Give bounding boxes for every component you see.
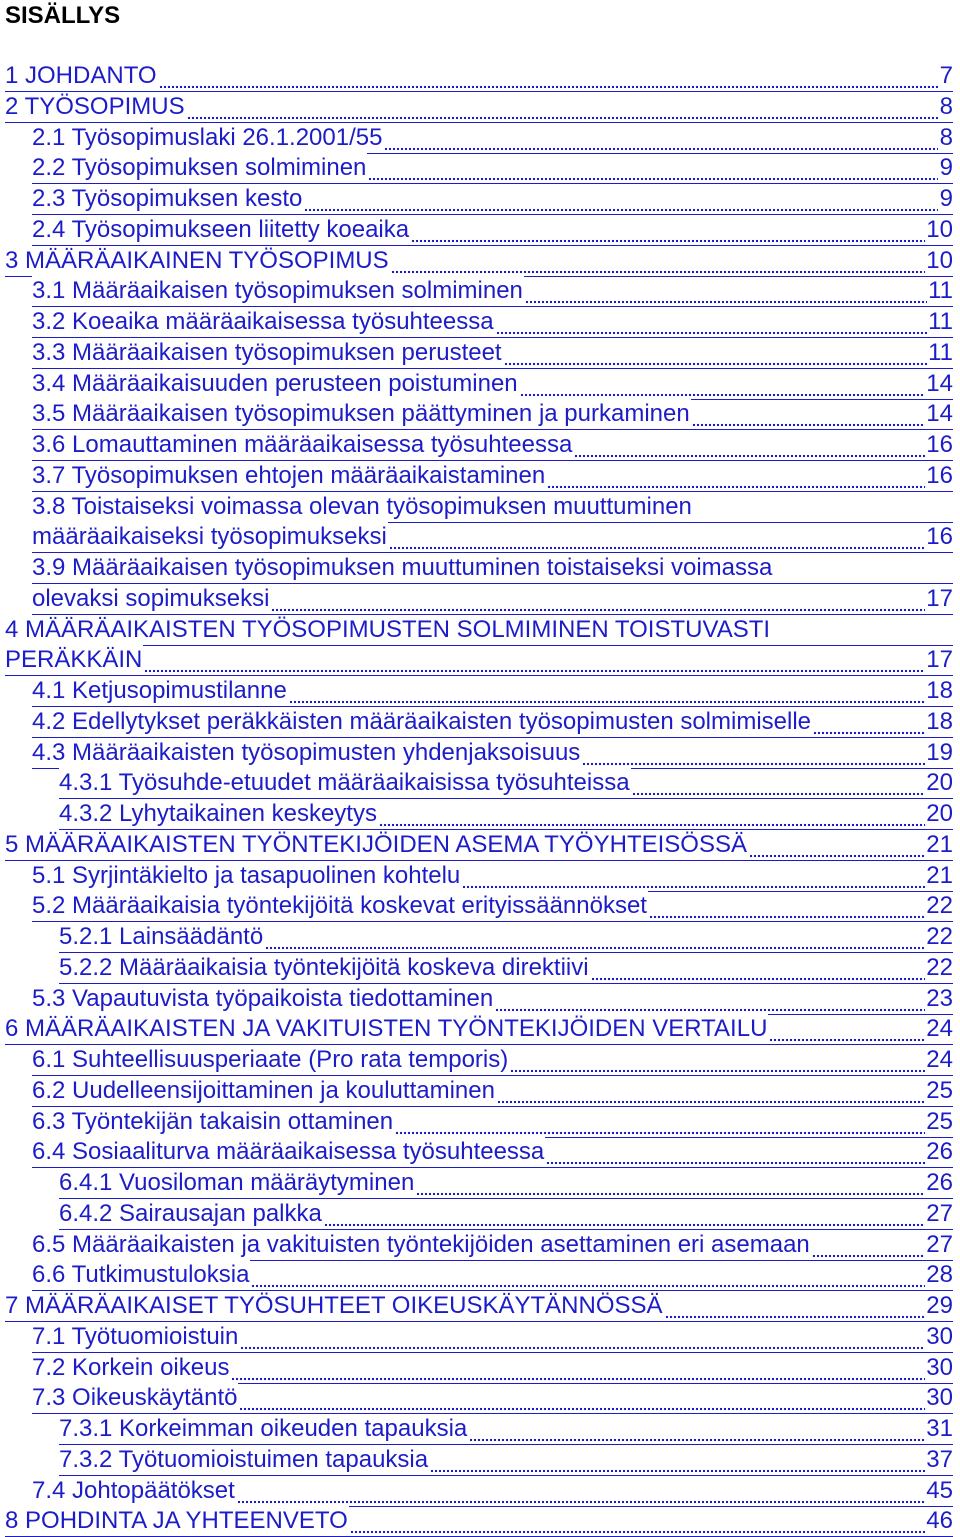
toc-entry-label: 2.1 Työsopimuslaki 26.1.2001/55 xyxy=(32,123,383,151)
toc-entry-link[interactable] xyxy=(5,246,953,277)
toc-entry[interactable] xyxy=(0,645,960,676)
toc-entry-link[interactable] xyxy=(32,522,953,553)
toc-entry[interactable] xyxy=(0,615,960,646)
toc-entry-link[interactable] xyxy=(32,1045,953,1076)
toc-entry-label: 3.5 Määräaikaisen työsopimuksen päättyminen ja purkaminen xyxy=(32,400,690,428)
toc-entry-label: 3.6 Lomauttaminen määräaikaisessa työsuhteessa xyxy=(32,431,573,458)
toc-entry-page-number: 27 xyxy=(926,1199,953,1227)
toc-entry[interactable] xyxy=(0,276,960,307)
toc-entry-link[interactable] xyxy=(32,153,953,184)
toc-entry[interactable] xyxy=(0,1322,960,1353)
toc-entry-page-number: 8 xyxy=(939,92,953,120)
toc-entry[interactable] xyxy=(0,1230,960,1261)
toc-entry-page-number: 25 xyxy=(926,1107,953,1135)
toc-entry-link[interactable] xyxy=(32,1260,953,1291)
toc-entry[interactable] xyxy=(0,492,960,523)
toc-entry-label: 6.6 Tutkimustuloksia xyxy=(32,1261,250,1289)
toc-entry-link[interactable] xyxy=(32,215,953,246)
toc-dot-leader xyxy=(496,315,927,337)
toc-entry-label: 2.4 Työsopimukseen liitetty koeaika xyxy=(32,215,410,243)
toc-entry-link[interactable] xyxy=(5,1506,953,1537)
toc-dot-leader xyxy=(769,1022,925,1044)
toc-dot-leader xyxy=(582,746,925,768)
toc-entry-page-number: 21 xyxy=(926,861,953,889)
toc-dot-leader xyxy=(384,131,938,153)
toc-entry-link[interactable] xyxy=(59,768,953,799)
toc-entry[interactable] xyxy=(0,584,960,615)
toc-entry-page-number: 25 xyxy=(926,1076,953,1104)
toc-entry[interactable] xyxy=(0,246,960,277)
toc-entry-page-number: 17 xyxy=(926,646,953,674)
toc-entry-page-number: 18 xyxy=(926,677,953,704)
toc-entry[interactable] xyxy=(0,1291,960,1322)
toc-entry-page-number: 26 xyxy=(926,1138,953,1166)
toc-entry[interactable] xyxy=(0,522,960,553)
toc-entry-link[interactable] xyxy=(32,1476,953,1507)
toc-entry-link[interactable] xyxy=(59,1414,953,1445)
toc-dot-leader xyxy=(265,930,925,952)
toc-entry-label: 3.1 Määräaikaisen työsopimuksen solmiminen xyxy=(32,277,523,305)
toc-entry[interactable] xyxy=(0,1383,960,1414)
toc-entry-page-number: 11 xyxy=(928,277,953,305)
toc-entry-page-number: 10 xyxy=(926,246,953,274)
toc-entry-page-number: 11 xyxy=(928,308,953,335)
toc-entry-page-number: 24 xyxy=(926,1046,953,1073)
toc-entry-page-number: 30 xyxy=(926,1322,953,1350)
toc-entry-page-number: 29 xyxy=(926,1292,953,1319)
toc-entry[interactable] xyxy=(0,1137,960,1168)
toc-entry[interactable] xyxy=(0,461,960,492)
toc-entry[interactable] xyxy=(0,1445,960,1476)
toc-dot-leader xyxy=(665,1299,926,1321)
toc-dot-leader xyxy=(574,438,925,460)
toc-entry-page-number: 18 xyxy=(926,707,953,735)
toc-entry-label: 7.4 Johtopäätökset xyxy=(32,1476,235,1504)
toc-entry-page-number: 16 xyxy=(926,523,953,551)
toc-entry[interactable] xyxy=(0,768,960,799)
toc-entry-page-number: 19 xyxy=(926,738,953,766)
toc-entry[interactable] xyxy=(0,369,960,400)
toc-entry-label: 1 JOHDANTO xyxy=(5,62,157,89)
toc-entry-page-number: 24 xyxy=(926,1015,953,1043)
toc-entry-link[interactable] xyxy=(59,1199,953,1230)
toc-dot-leader xyxy=(495,992,925,1014)
toc-entry[interactable] xyxy=(0,61,960,92)
toc-entry[interactable] xyxy=(0,738,960,769)
toc-entry-page-number: 22 xyxy=(926,953,953,981)
toc-entry[interactable] xyxy=(0,399,960,430)
toc-entry-page-number: 23 xyxy=(926,984,953,1012)
toc-heading: SISÄLLYS xyxy=(5,2,121,29)
toc-entry-link[interactable] xyxy=(32,1107,953,1138)
toc-entry-page-number: 14 xyxy=(926,369,953,397)
toc-entry[interactable] xyxy=(0,891,960,922)
toc-entry-link[interactable] xyxy=(32,307,953,338)
toc-dot-leader xyxy=(749,838,925,860)
toc-entry[interactable] xyxy=(0,1199,960,1230)
toc-entry-label: 3.3 Määräaikaisen työsopimuksen perusteet xyxy=(32,338,502,366)
toc-entry[interactable] xyxy=(0,676,960,707)
toc-entry-page-number: 9 xyxy=(939,154,953,182)
toc-entry-page-number: 16 xyxy=(926,461,953,489)
toc-entry[interactable] xyxy=(0,1045,960,1076)
toc-entry-label: 3.9 Määräaikaisen työsopimuksen muuttuminen toistaiseksi voimassa xyxy=(32,554,773,581)
toc-dot-leader xyxy=(510,1053,925,1075)
toc-entry-label: 3 MÄÄRÄAIKAINEN TYÖSOPIMUS xyxy=(5,246,389,274)
toc-dot-leader xyxy=(391,254,926,276)
toc-entry-label: 2 TYÖSOPIMUS xyxy=(5,92,185,120)
toc-entry-page-number: 30 xyxy=(926,1353,953,1381)
toc-dot-leader xyxy=(368,161,938,183)
toc-entry-link[interactable] xyxy=(5,1291,953,1322)
toc-dot-leader xyxy=(395,1115,925,1137)
toc-entry-link[interactable] xyxy=(5,830,953,861)
toc-entry-link[interactable] xyxy=(32,707,953,738)
toc-dot-leader xyxy=(504,346,927,368)
toc-entry-label: 5.2.2 Määräaikaisia työntekijöitä koskeva direktiivi xyxy=(59,953,589,981)
toc-entry-page-number: 28 xyxy=(926,1261,953,1289)
toc-entry[interactable] xyxy=(0,338,960,369)
toc-entry-label: 7.2 Korkein oikeus xyxy=(32,1353,230,1381)
toc-entry[interactable] xyxy=(0,953,960,984)
toc-entry-link[interactable] xyxy=(59,953,953,984)
toc-entry[interactable] xyxy=(0,153,960,184)
toc-entry-label: 7 MÄÄRÄAIKAISET TYÖSUHTEET OIKEUSKÄYTÄNNÖSSÄ xyxy=(5,1292,663,1319)
toc-entry-link[interactable] xyxy=(5,61,953,92)
toc-entry-page-number: 14 xyxy=(926,400,953,428)
toc-entry-page-number: 31 xyxy=(926,1415,953,1442)
toc-entry-link[interactable] xyxy=(5,92,953,123)
toc-dot-leader xyxy=(411,223,925,245)
toc-dot-leader xyxy=(591,961,926,983)
toc-entry-label: 5 MÄÄRÄAIKAISTEN TYÖNTEKIJÖIDEN ASEMA TYÖYHTEISÖSSÄ xyxy=(5,830,747,858)
toc-entry-label: 6.4.2 Sairausajan palkka xyxy=(59,1199,322,1227)
toc-entry-label: 7.3 Oikeuskäytäntö xyxy=(32,1384,238,1412)
toc-entry[interactable] xyxy=(0,553,960,584)
toc-entry-label: 3.8 Toistaiseksi voimassa olevan työsopimuksen muuttuminen xyxy=(32,492,692,520)
toc-entry[interactable] xyxy=(0,1168,960,1199)
toc-entry-link[interactable] xyxy=(32,338,953,369)
toc-entry-label: 7.3.1 Korkeimman oikeuden tapauksia xyxy=(59,1415,468,1442)
toc-entry-label: 7.1 Työtuomioistuin xyxy=(32,1322,239,1350)
toc-entry-label: 4.2 Edellytykset peräkkäisten määräaikaisten työsopimusten solmimiselle xyxy=(32,707,812,735)
toc-dot-leader xyxy=(416,1176,925,1198)
toc-entry-link[interactable] xyxy=(32,369,953,400)
toc-dot-leader xyxy=(389,530,926,552)
toc-entry-link[interactable] xyxy=(32,891,953,922)
toc-entry[interactable] xyxy=(0,1076,960,1107)
table-of-contents xyxy=(0,61,960,1537)
toc-dot-leader xyxy=(324,1207,925,1229)
toc-entry-label: 2.3 Työsopimuksen kesto xyxy=(32,185,303,212)
toc-entry[interactable] xyxy=(0,1414,960,1445)
toc-entry-link[interactable] xyxy=(5,1014,953,1045)
toc-entry[interactable] xyxy=(0,1107,960,1138)
toc-entry-link[interactable] xyxy=(32,584,953,615)
toc-entry-page-number: 10 xyxy=(926,215,953,243)
toc-entry-label: 5.1 Syrjintäkielto ja tasapuolinen kohtelu xyxy=(32,861,461,889)
toc-entry-label: määräaikaiseksi työsopimukseksi xyxy=(32,523,387,551)
toc-entry-label: 4.3.2 Lyhytaikainen keskeytys xyxy=(59,800,377,827)
toc-entry-link[interactable] xyxy=(5,615,953,646)
toc-entry-label: 4.3 Määräaikaisten työsopimusten yhdenjaksoisuus xyxy=(32,738,581,766)
toc-entry-page-number: 27 xyxy=(926,1230,953,1258)
toc-entry-link[interactable] xyxy=(59,799,953,830)
toc-dot-leader xyxy=(430,1453,925,1475)
toc-entry-link[interactable] xyxy=(59,1445,953,1476)
toc-entry-label: 4.1 Ketjusopimustilanne xyxy=(32,677,287,704)
toc-dot-leader xyxy=(237,1484,925,1506)
toc-entry-link[interactable] xyxy=(32,1322,953,1353)
toc-dot-leader xyxy=(520,377,926,399)
toc-entry-label: 6.4 Sosiaaliturva määräaikaisessa työsuhteessa xyxy=(32,1138,545,1166)
toc-entry-page-number: 22 xyxy=(926,892,953,920)
toc-entry-link[interactable] xyxy=(32,1076,953,1107)
toc-entry[interactable] xyxy=(0,123,960,154)
toc-entry-label: 5.2 Määräaikaisia työntekijöitä koskevat erityissäännökset xyxy=(32,892,647,920)
toc-entry-link[interactable] xyxy=(32,553,953,584)
toc-entry-link[interactable] xyxy=(32,430,953,461)
toc-entry-label: 6.2 Uudelleensijoittaminen ja kouluttaminen xyxy=(32,1076,495,1104)
toc-entry-label: 6.5 Määräaikaisten ja vakituisten työntekijöiden asettaminen eri asemaan xyxy=(32,1230,810,1258)
toc-entry-link[interactable] xyxy=(59,922,953,953)
toc-entry-link[interactable] xyxy=(32,399,953,430)
toc-dot-leader xyxy=(813,715,925,737)
toc-entry-label: 6.4.1 Vuosiloman määräytyminen xyxy=(59,1169,415,1196)
toc-dot-leader xyxy=(546,1145,925,1167)
toc-dot-leader xyxy=(462,869,925,891)
toc-entry-label: 5.3 Vapautuvista työpaikoista tiedottaminen xyxy=(32,984,494,1012)
toc-entry-label: 4.3.1 Työsuhde-etuudet määräaikaisissa työsuhteissa xyxy=(59,769,630,797)
toc-entry-link[interactable] xyxy=(32,492,953,523)
toc-dot-leader xyxy=(240,1330,925,1352)
toc-entry-page-number: 45 xyxy=(926,1476,953,1504)
toc-entry-link[interactable] xyxy=(32,276,953,307)
toc-dot-leader xyxy=(159,69,938,91)
toc-entry[interactable] xyxy=(0,1506,960,1537)
toc-entry-label: 4 MÄÄRÄAIKAISTEN TYÖSOPIMUSTEN SOLMIMINEN TOISTUVASTI xyxy=(5,615,771,643)
toc-dot-leader xyxy=(547,469,925,491)
toc-entry-link[interactable] xyxy=(32,984,953,1015)
toc-dot-leader xyxy=(239,1391,925,1413)
toc-entry-page-number: 46 xyxy=(926,1507,953,1535)
toc-entry-page-number: 20 xyxy=(926,769,953,797)
toc-entry-link[interactable] xyxy=(32,1353,953,1384)
toc-entry[interactable] xyxy=(0,92,960,123)
toc-dot-leader xyxy=(304,192,938,214)
toc-entry-page-number: 26 xyxy=(926,1169,953,1196)
toc-entry[interactable] xyxy=(0,707,960,738)
toc-entry-link[interactable] xyxy=(32,123,953,154)
toc-entry-link[interactable] xyxy=(32,676,953,707)
toc-entry-label: 6 MÄÄRÄAIKAISTEN JA VAKITUISTEN TYÖNTEKIJÖIDEN VERTAILU xyxy=(5,1015,768,1043)
toc-entry[interactable] xyxy=(0,922,960,953)
toc-entry-page-number: 21 xyxy=(926,830,953,858)
toc-dot-leader xyxy=(271,592,925,614)
toc-entry[interactable] xyxy=(0,830,960,861)
toc-entry[interactable] xyxy=(0,1014,960,1045)
toc-dot-leader xyxy=(649,899,925,921)
toc-entry-page-number: 16 xyxy=(926,431,953,458)
toc-entry[interactable] xyxy=(0,1260,960,1291)
toc-entry-link[interactable] xyxy=(32,1137,953,1168)
toc-entry[interactable] xyxy=(0,799,960,830)
toc-entry-label: 8 POHDINTA JA YHTEENVETO xyxy=(5,1507,348,1535)
toc-dot-leader xyxy=(379,807,925,829)
toc-entry[interactable] xyxy=(0,861,960,892)
toc-entry-label: PERÄKKÄIN xyxy=(5,646,143,674)
toc-entry-page-number: 11 xyxy=(928,338,953,366)
toc-entry[interactable] xyxy=(0,1476,960,1507)
toc-entry-page-number: 7 xyxy=(939,62,953,89)
toc-entry-label: 5.2.1 Lainsäädäntö xyxy=(59,923,264,950)
toc-dot-leader xyxy=(469,1422,925,1444)
toc-entry[interactable] xyxy=(0,984,960,1015)
toc-entry-link[interactable] xyxy=(32,861,953,892)
toc-entry[interactable] xyxy=(0,184,960,215)
toc-dot-leader xyxy=(525,284,927,306)
toc-entry[interactable] xyxy=(0,1353,960,1384)
toc-entry-label: 2.2 Työsopimuksen solmiminen xyxy=(32,154,367,182)
toc-dot-leader xyxy=(692,407,926,429)
toc-entry-link[interactable] xyxy=(32,1230,953,1261)
toc-dot-leader xyxy=(231,1361,925,1383)
toc-entry-page-number: 9 xyxy=(939,185,953,212)
toc-dot-leader xyxy=(251,1268,925,1290)
toc-entry-page-number: 20 xyxy=(926,800,953,827)
toc-entry-label: 6.1 Suhteellisuusperiaate (Pro rata temporis) xyxy=(32,1046,509,1073)
toc-entry-link[interactable] xyxy=(32,184,953,215)
toc-dot-leader xyxy=(144,653,925,675)
toc-entry-link[interactable] xyxy=(32,461,953,492)
toc-entry-label: 3.7 Työsopimuksen ehtojen määräaikaistaminen xyxy=(32,461,546,489)
toc-dot-leader xyxy=(350,1514,926,1536)
toc-entry-page-number: 8 xyxy=(939,123,953,151)
toc-entry-link[interactable] xyxy=(32,738,953,769)
toc-entry-page-number: 22 xyxy=(926,923,953,950)
toc-dot-leader xyxy=(497,1084,925,1106)
toc-entry-page-number: 30 xyxy=(926,1384,953,1412)
toc-dot-leader xyxy=(187,100,938,122)
toc-entry-page-number: 37 xyxy=(926,1445,953,1473)
toc-dot-leader xyxy=(632,776,926,798)
toc-entry-link[interactable] xyxy=(32,1383,953,1414)
toc-dot-leader xyxy=(289,684,925,706)
toc-entry-label: 6.3 Työntekijän takaisin ottaminen xyxy=(32,1107,394,1135)
toc-entry-link[interactable] xyxy=(5,645,953,676)
toc-entry[interactable] xyxy=(0,215,960,246)
toc-entry-label: 7.3.2 Työtuomioistuimen tapauksia xyxy=(59,1445,429,1473)
toc-entry-page-number: 17 xyxy=(926,584,953,612)
toc-entry-label: 3.2 Koeaika määräaikaisessa työsuhteessa xyxy=(32,308,494,335)
toc-entry[interactable] xyxy=(0,430,960,461)
toc-entry-link[interactable] xyxy=(59,1168,953,1199)
toc-entry-label: olevaksi sopimukseksi xyxy=(32,584,270,612)
toc-dot-leader xyxy=(812,1238,926,1260)
toc-entry[interactable] xyxy=(0,307,960,338)
toc-entry-label: 3.4 Määräaikaisuuden perusteen poistuminen xyxy=(32,369,518,397)
